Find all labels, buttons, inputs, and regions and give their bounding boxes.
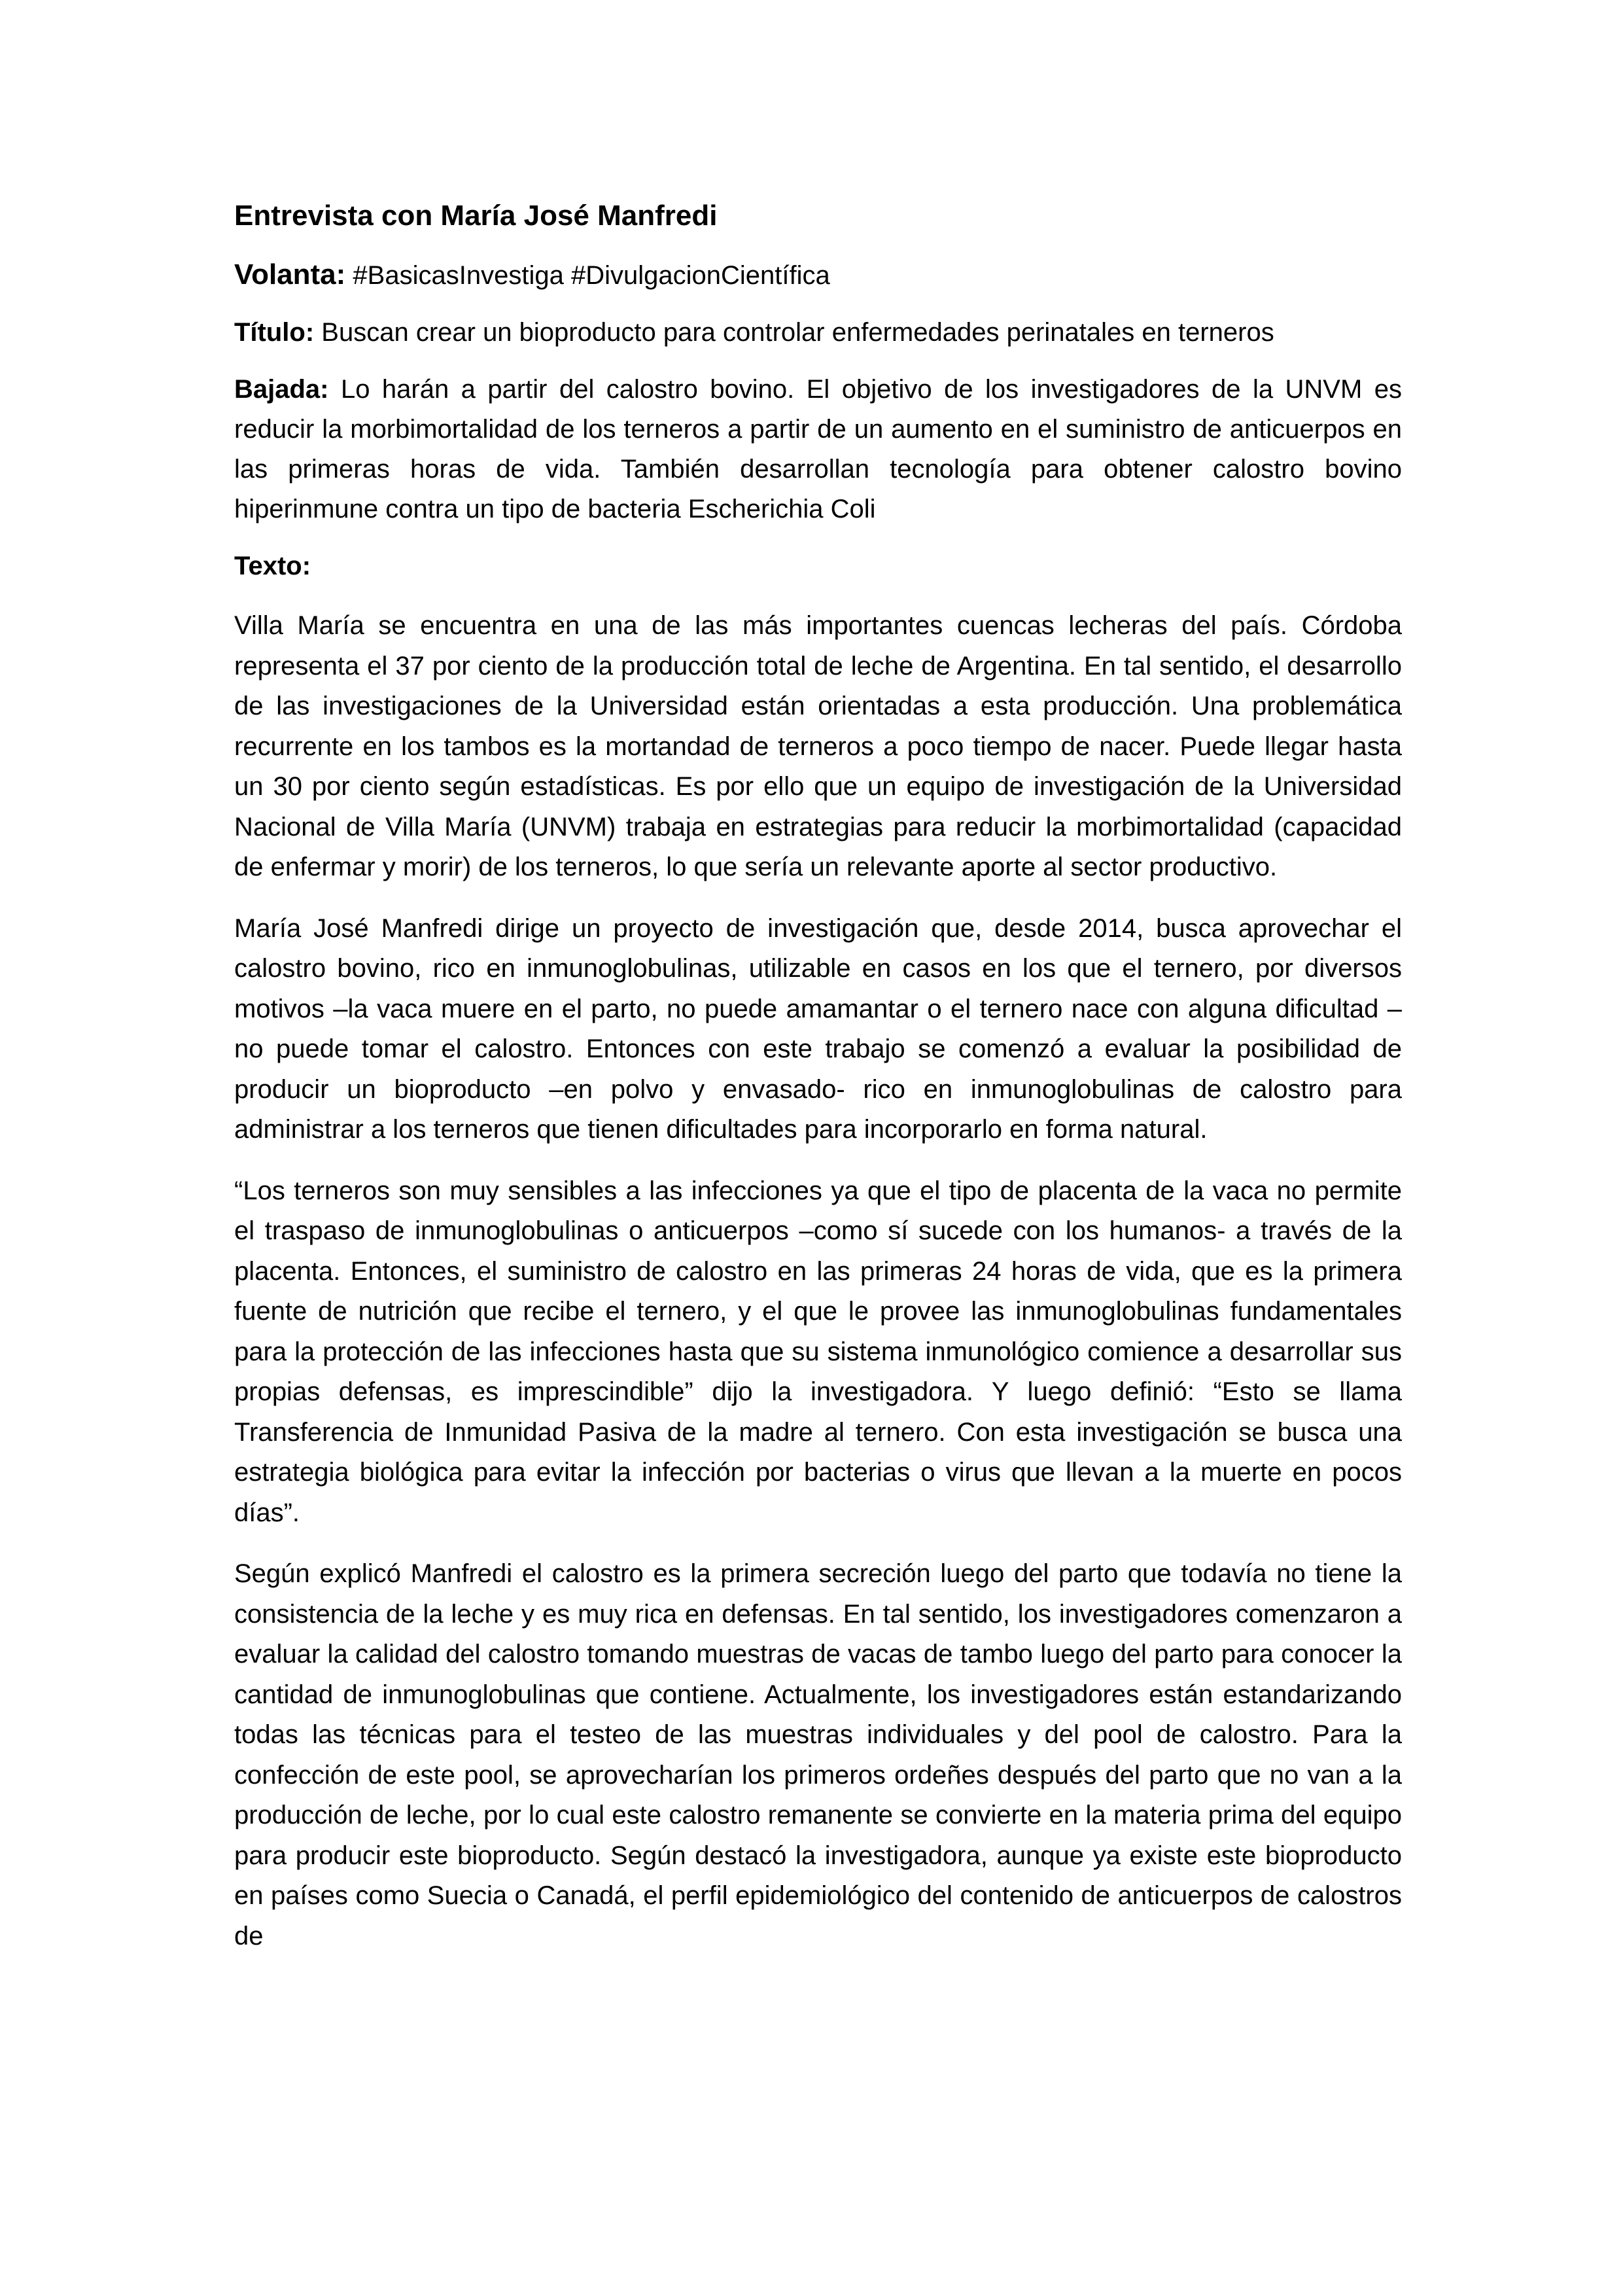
- volanta-value: #BasicasInvestiga #DivulgacionCientífica: [345, 261, 830, 290]
- titulo-label: Título:: [234, 318, 315, 347]
- bajada-paragraph: [234, 370, 1402, 529]
- document-content: [234, 193, 1402, 1977]
- volanta-label: Volanta:: [234, 258, 346, 291]
- texto-label: Texto:: [234, 552, 311, 580]
- titulo-value: Buscan crear un bioproducto para controlar enfermedades perinatales en terneros: [314, 318, 1274, 347]
- body-paragraph-2: María José Manfredi dirige un proyecto de investigación que, desde 2014, busca aprovechar el calostro bovino, rico en inmunoglobulinas, utilizable en casos en los que el ternero, por diversos motivos –la vaca muere en el parto, no puede amamantar o el ternero nace con alguna dificultad – no puede tomar el calostro. Entonces con este trabajo se comenzó a evaluar la posibilidad de producir un bioproducto –en polvo y envasado- rico en inmunoglobulinas de calostro para administrar a los terneros que tienen dificultades para incorporarlo en forma natural.: [234, 913, 1402, 1144]
- volanta-line: [234, 255, 1402, 296]
- bajada-label: Bajada:: [234, 375, 329, 404]
- document-heading: Entrevista con María José Manfredi: [234, 200, 718, 232]
- body-paragraph-4: Según explicó Manfredi el calostro es la primera secreción luego del parto que todavía no tiene la consistencia de la leche y es muy rica en defensas. En tal sentido, los investigadores comenzaron a evaluar la calidad del calostro tomando muestras de vacas de tambo luego del parto para conocer la cantidad de inmunoglobulinas que contiene. Actualmente, los investigadores están estandarizando todas las técnicas para el testeo de las muestras individuales y del pool de calostro. Para la confección de este pool, se aprovecharían los primeros ordeñes después del parto que no van a la producción de leche, por lo cual este calostro remanente se convierte en la materia prima del equipo para producir este bioproducto. Según destacó la investigadora, aunque ya existe este bioproducto en países como Suecia o Canadá, el perfil epidemiológico del contenido de anticuerpos de calostros de: [234, 1559, 1402, 1951]
- titulo-line: [234, 313, 1402, 353]
- body-paragraph-1: Villa María se encuentra en una de las más importantes cuencas lecheras del país. Córdoba representa el 37 por ciento de la producción total de leche de Argentina. En tal sentido, el desarrollo de las investigaciones de la Universidad están orientadas a esta producción. Una problemática recurrente en los tambos es la mortandad de terneros a poco tiempo de nacer. Puede llegar hasta un 30 por ciento según estadísticas. Es por ello que un equipo de investigación de la Universidad Nacional de Villa María (UNVM) trabaja en estrategias para reducir la morbimortalidad (capacidad de enfermar y morir) de los terneros, lo que sería un relevante aporte al sector productivo.: [234, 611, 1402, 881]
- body-paragraph-3: “Los terneros son muy sensibles a las infecciones ya que el tipo de placenta de la vaca no permite el traspaso de inmunoglobulinas o anticuerpos –como sí sucede con los humanos- a través de la placenta. Entonces, el suministro de calostro en las primeras 24 horas de vida, que es la primera fuente de nutrición que recibe el ternero, y el que le provee las inmunoglobulinas fundamentales para la protección de las infecciones hasta que su sistema inmunológico comience a desarrollar sus propias defensas, es imprescindible” dijo la investigadora. Y luego definió: “Esto se llama Transferencia de Inmunidad Pasiva de la madre al ternero. Con esta investigación se busca una estrategia biológica para evitar la infección por bacterias o virus que llevan a la muerte en pocos días”.: [234, 1176, 1402, 1527]
- bajada-value: Lo harán a partir del calostro bovino. El objetivo de los investigadores de la UNVM es reducir la morbimortalidad de los terneros a partir de un aumento en el suministro de anticuerpos en las primeras horas de vida. También desarrollan tecnología para obtener calostro bovino hiperinmune contra un tipo de bacteria Escherichia Coli: [234, 375, 1402, 523]
